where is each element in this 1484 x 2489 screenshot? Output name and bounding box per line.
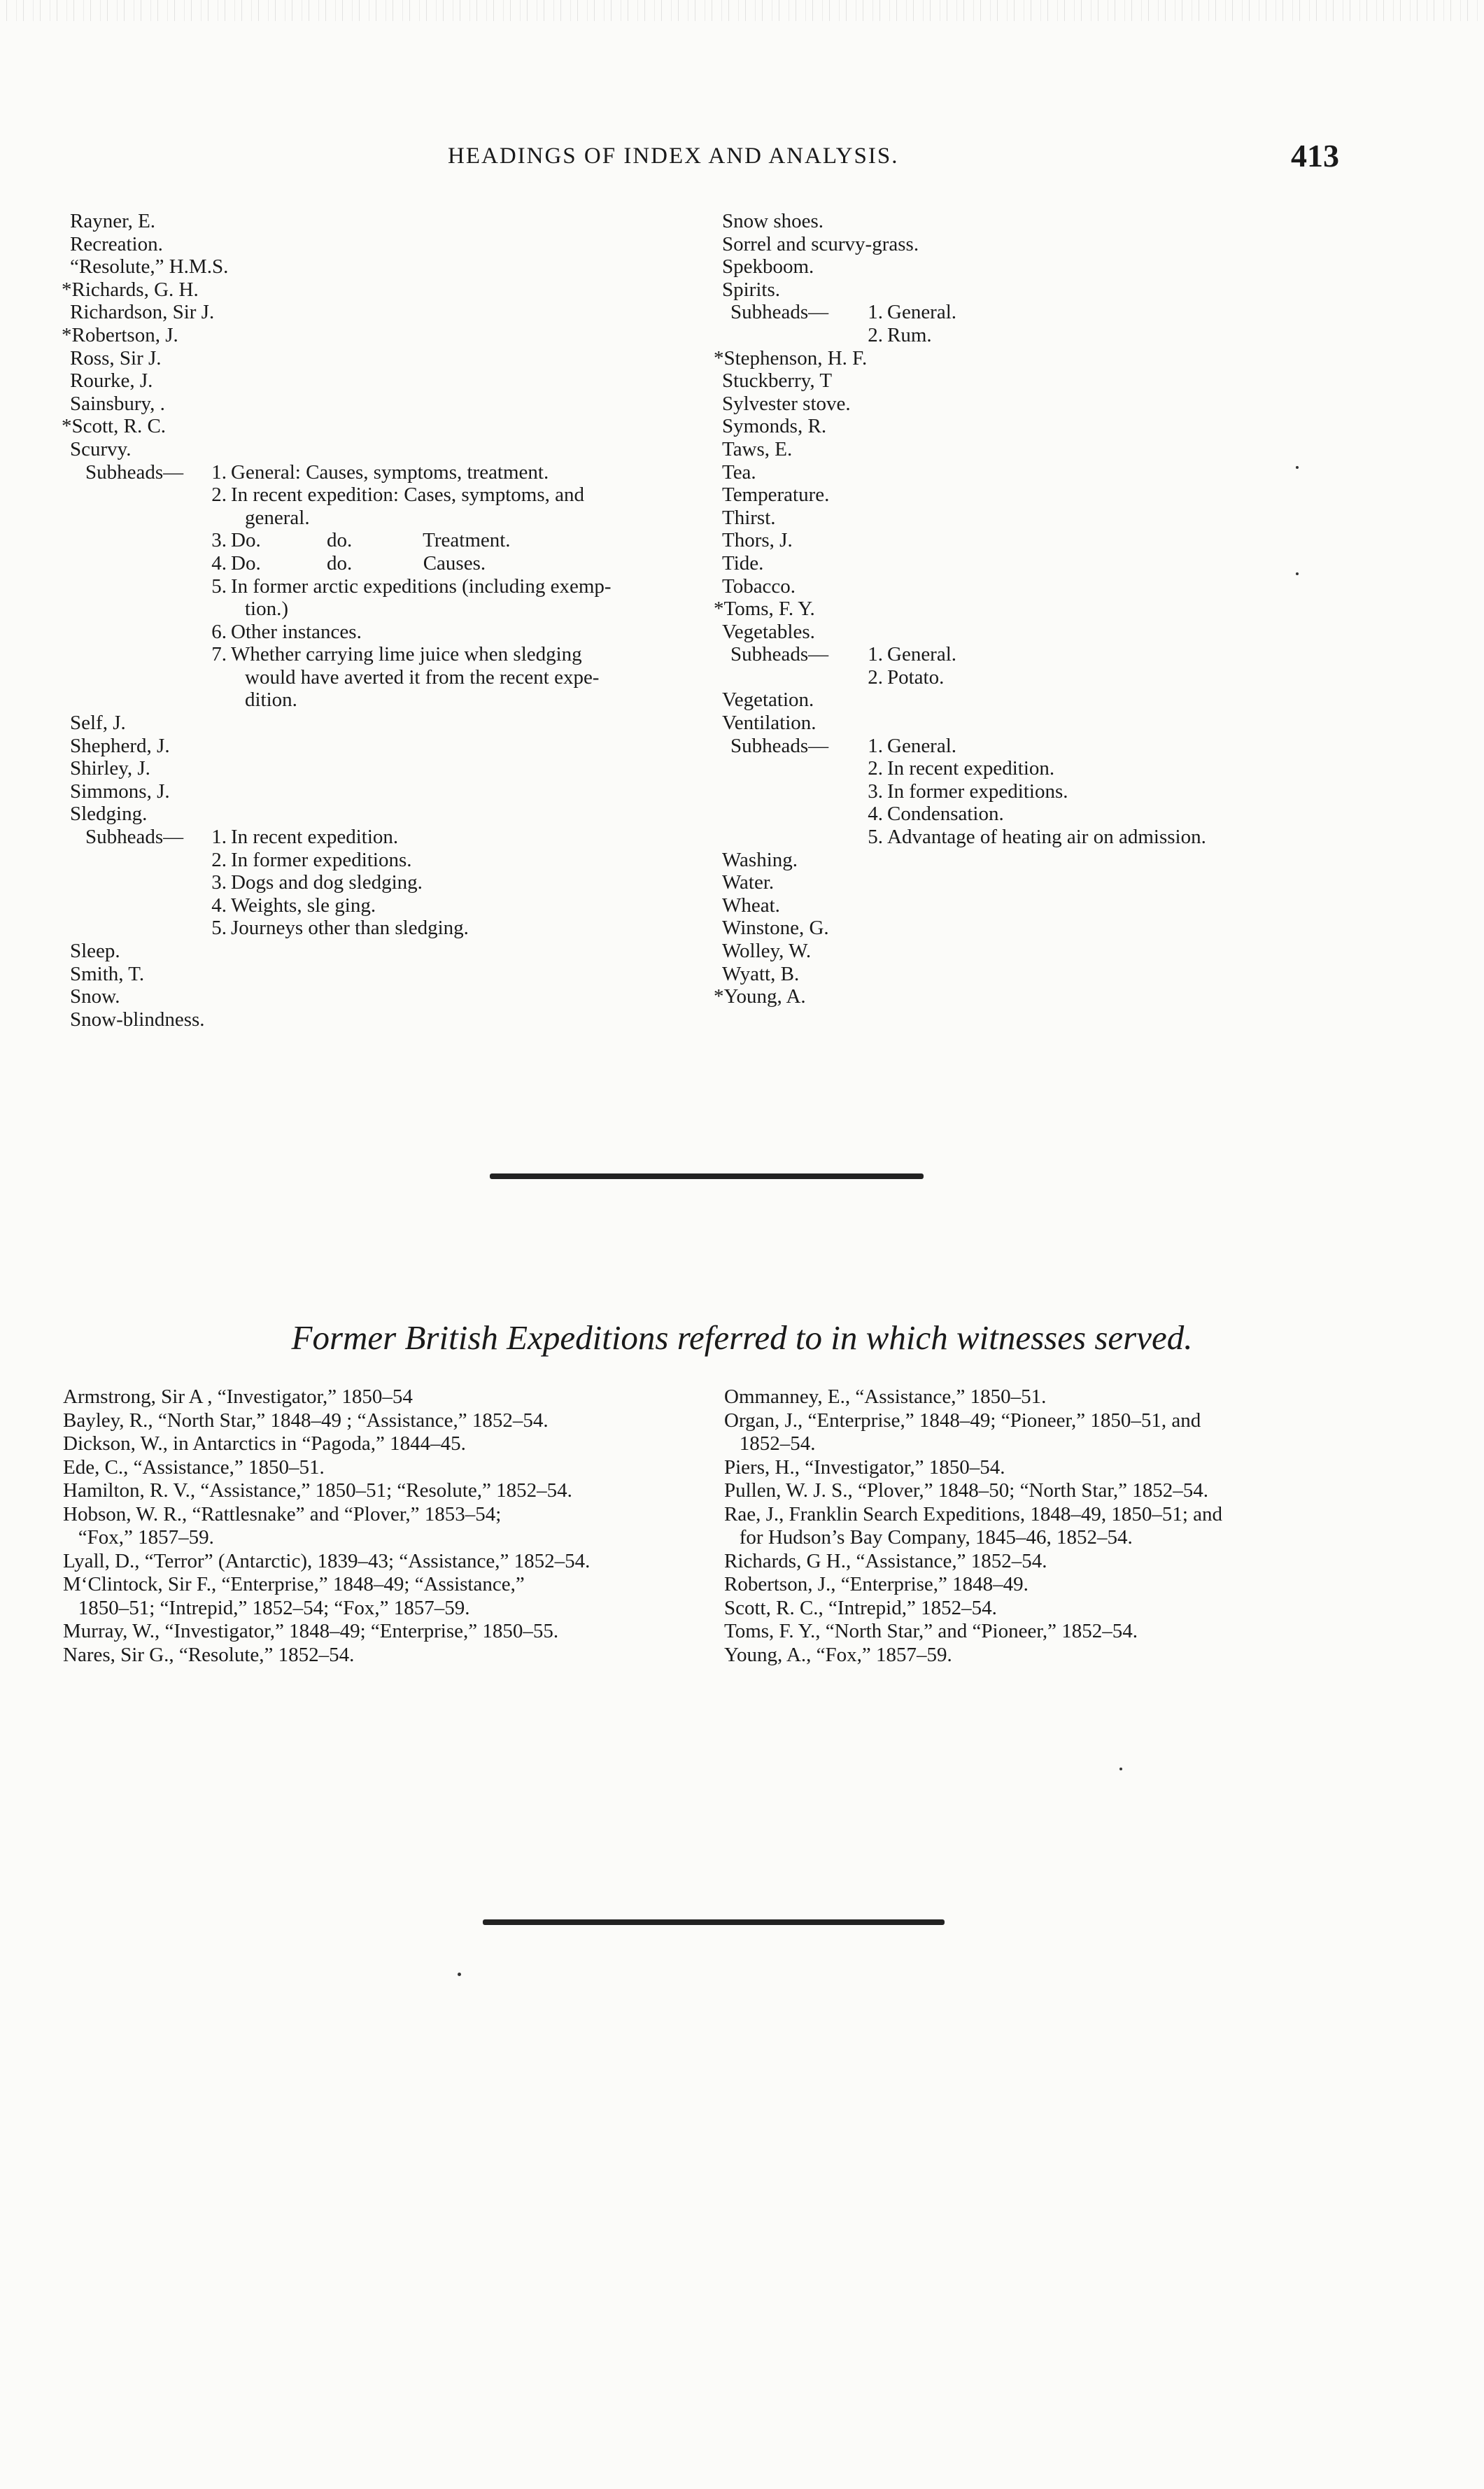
subhead-row xyxy=(722,803,1422,826)
subhead-number: 1. xyxy=(868,643,883,666)
subhead-row xyxy=(70,666,700,689)
entry-list xyxy=(714,848,1422,1008)
subhead-row xyxy=(70,598,700,621)
expedition-entry: Robertson, J., “Enterprise,” 1848–49. xyxy=(724,1573,1029,1595)
subhead-number: 2. xyxy=(211,484,227,507)
subhead-text: In former expeditions. xyxy=(231,848,412,871)
subhead-text: Dogs and dog sledging. xyxy=(231,871,423,894)
subhead-row xyxy=(70,575,700,598)
subhead-row xyxy=(70,507,700,530)
expedition-entry: Murray, W., “Investigator,” 1848–49; “Enterprise,” 1850–55. xyxy=(63,1620,559,1642)
page-number: 413 xyxy=(1291,138,1339,174)
subhead-row xyxy=(70,826,700,849)
expedition-entry: Young, A., “Fox,” 1857–59. xyxy=(724,1643,952,1666)
subheads-label: Subheads— xyxy=(730,301,829,324)
expedition-entry: 1852–54. xyxy=(724,1432,816,1455)
expeditions-column-right xyxy=(724,1385,1368,1667)
subhead-block-vegetables xyxy=(722,643,1422,689)
subhead-block-scurvy xyxy=(70,461,700,712)
subhead-number: 5. xyxy=(211,917,227,940)
expedition-entry: Ommanney, E., “Assistance,” 1850–51. xyxy=(724,1385,1047,1408)
expedition-entry: Scott, R. C., “Intrepid,” 1852–54. xyxy=(724,1596,997,1619)
ink-speck xyxy=(1296,572,1299,575)
scan-edge-noise xyxy=(0,0,1484,21)
expedition-entry: Hobson, W. R., “Rattlesnake” and “Plover,” 1853–54; xyxy=(63,1502,502,1525)
entry-list xyxy=(722,210,1422,301)
index-entry: Self, J. xyxy=(70,712,126,735)
entry-list xyxy=(70,940,700,1031)
index-entry: “Resolute,” H.M.S. xyxy=(70,255,229,278)
expedition-entry: Organ, J., “Enterprise,” 1848–49; “Pioneer,” 1850–51, and xyxy=(724,1409,1201,1432)
subhead-row xyxy=(70,917,700,940)
entry-list xyxy=(70,712,700,826)
index-entry: *Toms, F. Y. xyxy=(714,598,815,621)
index-entry: Symonds, R. xyxy=(722,415,827,438)
subhead-row xyxy=(70,871,700,894)
section-title: Former British Expeditions referred to in which witnesses served. xyxy=(291,1318,1193,1357)
subhead-block-ventilation xyxy=(722,735,1422,849)
expedition-entry: Bayley, R., “North Star,” 1848–49 ; “Assistance,” 1852–54. xyxy=(63,1409,549,1432)
index-entry: *Richards, G. H. xyxy=(62,278,199,301)
index-entry: Tobacco. xyxy=(722,574,796,598)
subhead-number: 1. xyxy=(211,826,227,849)
subhead-number: 4. xyxy=(211,551,227,574)
subhead-text: Potato. xyxy=(887,665,945,689)
subhead-number: 5. xyxy=(211,574,227,598)
subhead-number: 2. xyxy=(211,848,227,871)
index-entry: Snow-blindness. xyxy=(70,1008,205,1031)
subhead-number: 1. xyxy=(868,301,883,324)
index-entry: Richardson, Sir J. xyxy=(70,301,215,324)
subhead-text: Do. do. Treatment. xyxy=(231,529,511,552)
subhead-text: In former arctic expeditions (including exemp- xyxy=(231,574,612,598)
subhead-text: would have averted it from the recent expe- xyxy=(245,665,600,689)
subhead-row xyxy=(722,735,1422,758)
subhead-block-spirits xyxy=(722,301,1422,346)
entry-list xyxy=(62,210,700,461)
index-entry: *Young, A. xyxy=(714,985,806,1008)
subhead-row xyxy=(70,643,700,666)
expedition-entry: Ede, C., “Assistance,” 1850–51. xyxy=(63,1455,325,1479)
index-entry: Sainsbury, . xyxy=(70,392,165,415)
subhead-block-sledging xyxy=(70,826,700,940)
subhead-row xyxy=(70,484,700,507)
index-entry: Shirley, J. xyxy=(70,757,150,780)
index-entry: Water. xyxy=(722,871,775,894)
expedition-entry: Hamilton, R. V., “Assistance,” 1850–51; “Resolute,” 1852–54. xyxy=(63,1479,572,1502)
expedition-entry: Dickson, W., in Antarctics in “Pagoda,” 1844–45. xyxy=(63,1432,466,1455)
index-entry: Smith, T. xyxy=(70,962,145,985)
running-head: HEADINGS OF INDEX AND ANALYSIS. xyxy=(448,143,899,169)
index-entry: Scurvy. xyxy=(70,437,132,460)
subhead-text: In recent expedition: Cases, symptoms, and xyxy=(231,484,584,507)
index-entry: *Robertson, J. xyxy=(62,323,178,346)
index-entry: Tea. xyxy=(722,460,756,484)
index-entry: Tide. xyxy=(722,551,764,574)
index-entry: Winstone, G. xyxy=(722,917,829,940)
index-entry: Sorrel and scurvy-grass. xyxy=(722,232,919,255)
index-entry: Wheat. xyxy=(722,894,780,917)
index-entry: Vegetation. xyxy=(722,689,814,712)
index-column-right xyxy=(714,210,1422,1008)
expedition-entry: Richards, G H., “Assistance,” 1852–54. xyxy=(724,1549,1047,1572)
subhead-row xyxy=(722,666,1422,689)
subhead-row xyxy=(70,529,700,552)
subheads-label: Subheads— xyxy=(85,826,184,849)
subhead-text: General: Causes, symptoms, treatment. xyxy=(231,460,549,484)
subhead-number: 7. xyxy=(211,643,227,666)
subhead-row xyxy=(722,826,1422,849)
subhead-row xyxy=(722,643,1422,666)
subhead-number: 3. xyxy=(211,529,227,552)
subhead-text: General. xyxy=(887,301,957,324)
expedition-entry: M‘Clintock, Sir F., “Enterprise,” 1848–49; “Assistance,” xyxy=(63,1573,525,1595)
subhead-row xyxy=(722,757,1422,780)
index-entry: Thors, J. xyxy=(722,529,793,552)
index-entry: Rourke, J. xyxy=(70,369,153,393)
subhead-text: Whether carrying lime juice when sledging xyxy=(231,643,582,666)
subhead-number: 6. xyxy=(211,620,227,643)
expedition-entry: Lyall, D., “Terror” (Antarctic), 1839–43; “Assistance,” 1852–54. xyxy=(63,1549,591,1572)
expedition-entry: Pullen, W. J. S., “Plover,” 1848–50; “North Star,” 1852–54. xyxy=(724,1479,1209,1502)
subheads-label: Subheads— xyxy=(85,460,184,484)
subhead-text: In recent expedition. xyxy=(231,826,399,849)
index-entry: Snow shoes. xyxy=(722,210,824,232)
ink-speck xyxy=(1119,1768,1122,1770)
index-entry: Recreation. xyxy=(70,232,163,255)
subhead-row xyxy=(70,461,700,484)
subhead-text: Do. do. Causes. xyxy=(231,551,486,574)
subhead-text: Rum. xyxy=(887,323,932,346)
index-entry: *Scott, R. C. xyxy=(62,415,167,438)
subhead-number: 2. xyxy=(868,665,883,689)
expedition-entry: Rae, J., Franklin Search Expeditions, 1848–49, 1850–51; and xyxy=(724,1502,1223,1525)
ink-speck xyxy=(458,1973,461,1976)
subhead-text: In recent expedition. xyxy=(887,757,1055,780)
subhead-row xyxy=(70,849,700,872)
index-entry: Washing. xyxy=(722,848,798,871)
subhead-text: Advantage of heating air on admission. xyxy=(887,826,1206,849)
ink-speck xyxy=(1296,466,1299,469)
index-entry: Wyatt, B. xyxy=(722,962,800,985)
subhead-text: In former expeditions. xyxy=(887,780,1068,803)
subhead-text: Journeys other than sledging. xyxy=(231,917,469,940)
subhead-number: 2. xyxy=(868,323,883,346)
expedition-entry: Toms, F. Y., “North Star,” and “Pioneer,” 1852–54. xyxy=(724,1620,1138,1642)
index-entry: Sylvester stove. xyxy=(722,392,851,415)
section-divider xyxy=(490,1173,924,1179)
expedition-entry: 1850–51; “Intrepid,” 1852–54; “Fox,” 1857–59. xyxy=(63,1596,470,1619)
index-entry: Stuckberry, T xyxy=(722,369,833,393)
subhead-number: 2. xyxy=(868,757,883,780)
index-entry: Snow. xyxy=(70,985,120,1008)
subhead-text: Condensation. xyxy=(887,803,1004,826)
subheads-label: Subheads— xyxy=(730,643,829,666)
index-column-left xyxy=(62,210,700,1031)
subheads-label: Subheads— xyxy=(730,734,829,757)
subhead-text: Other instances. xyxy=(231,620,362,643)
subhead-row xyxy=(722,780,1422,803)
subhead-text: general. xyxy=(245,506,310,529)
index-entry: Vegetables. xyxy=(722,620,815,643)
index-entry: *Stephenson, H. F. xyxy=(714,346,868,369)
section-divider xyxy=(483,1919,945,1925)
index-entry: Ventilation. xyxy=(722,712,817,735)
index-entry: Sledging. xyxy=(70,803,148,826)
expeditions-column-left xyxy=(63,1385,693,1667)
index-entry: Sleep. xyxy=(70,940,120,962)
index-entry: Temperature. xyxy=(722,484,830,507)
entry-list xyxy=(722,689,1422,734)
subhead-row xyxy=(722,301,1422,324)
index-entry: Taws, E. xyxy=(722,437,793,460)
subhead-number: 1. xyxy=(868,734,883,757)
subhead-row xyxy=(70,621,700,644)
expedition-entry: “Fox,” 1857–59. xyxy=(63,1526,214,1549)
subhead-row xyxy=(722,324,1422,347)
subhead-number: 4. xyxy=(211,894,227,917)
expedition-entry: Armstrong, Sir A , “Investigator,” 1850–54 xyxy=(63,1385,413,1408)
index-entry: Simmons, J. xyxy=(70,780,170,803)
index-entry: Spirits. xyxy=(722,278,780,301)
subhead-number: 3. xyxy=(868,780,883,803)
expedition-entry: Nares, Sir G., “Resolute,” 1852–54. xyxy=(63,1643,355,1666)
subhead-number: 4. xyxy=(868,803,883,826)
index-entry: Rayner, E. xyxy=(70,210,156,232)
subhead-row xyxy=(70,689,700,712)
subhead-text: tion.) xyxy=(245,598,289,621)
subhead-text: Weights, sle ging. xyxy=(231,894,376,917)
subhead-number: 3. xyxy=(211,871,227,894)
index-entry: Spekboom. xyxy=(722,255,814,278)
expedition-entry: for Hudson’s Bay Company, 1845–46, 1852–54. xyxy=(724,1526,1133,1549)
subhead-text: General. xyxy=(887,643,957,666)
entry-list xyxy=(714,346,1422,644)
expedition-entry: Piers, H., “Investigator,” 1850–54. xyxy=(724,1455,1005,1479)
subhead-text: General. xyxy=(887,734,957,757)
subhead-row xyxy=(70,894,700,917)
subhead-number: 5. xyxy=(868,826,883,849)
index-entry: Thirst. xyxy=(722,506,776,529)
index-entry: Ross, Sir J. xyxy=(70,346,162,369)
subhead-row xyxy=(70,552,700,575)
subhead-number: 1. xyxy=(211,460,227,484)
index-entry: Shepherd, J. xyxy=(70,734,170,757)
index-entry: Wolley, W. xyxy=(722,940,812,962)
subhead-text: dition. xyxy=(245,689,297,712)
